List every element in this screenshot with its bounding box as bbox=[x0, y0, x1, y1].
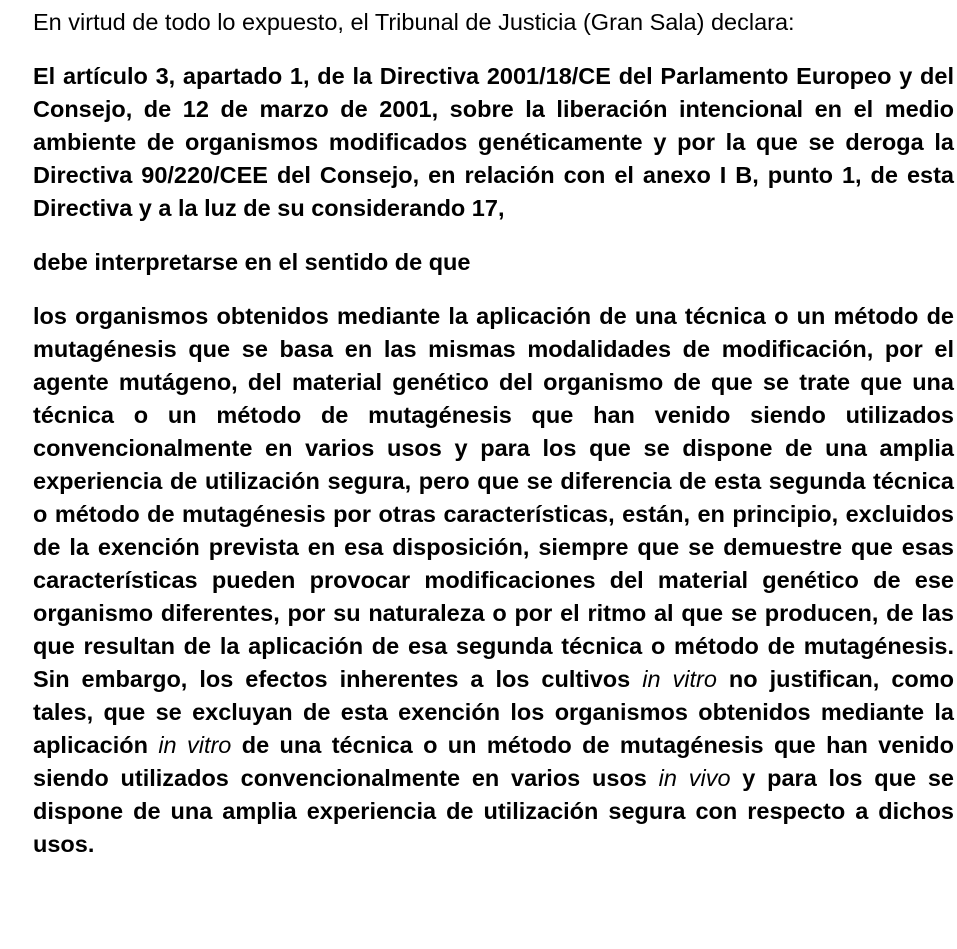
intro-paragraph: En virtud de todo lo expuesto, el Tribunal de Justicia (Gran Sala) declara: bbox=[33, 9, 795, 35]
holding-text: los organismos obtenidos mediante la aplicación de una técnica o un método de mutagénesis que se basa en las mismas modalidades de modificación, por el agente mutágeno, del material genético del organismo de que se trate que una técnica o un método de mutagénesis que han venido siendo utilizados convencionalmente en varios usos y para los que se dispone de una amplia experiencia de utilización segura, pero que se diferencia de esta segunda técnica o método de mutagénesis por otras características, están, en principio, excluidos de la exención prevista en esa disposición, siempre que se demuestre que esas características pueden provocar modificaciones del material genético de ese organismo diferentes, por su naturaleza o por el ritmo al que se producen, de las que resultan de la aplicación de esa segunda técnica o método de mutagénesis. Sin embargo, los efectos inherentes a los cultivos bbox=[33, 303, 954, 692]
italic-term: in vitro bbox=[158, 732, 232, 758]
ruling-paragraph-interpretation: debe interpretarse en el sentido de que bbox=[33, 249, 471, 275]
document-body bbox=[33, 6, 954, 882]
italic-term: in vitro bbox=[642, 666, 717, 692]
ruling-paragraph-directive: El artículo 3, apartado 1, de la Directiva 2001/18/CE del Parlamento Europeo y del Consejo, de 12 de marzo de 2001, sobre la liberación intencional en el medio ambiente de organismos modificados genéticamente y por la que se deroga la Directiva 90/220/CEE del Consejo, en relación con el anexo I B, punto 1, de esta Directiva y a la luz de su considerando 17, bbox=[33, 63, 954, 221]
holding-text: y para los que se dispone de una amplia experiencia de utilización segura con respecto a dichos usos. bbox=[33, 765, 954, 857]
holding-text: de una técnica o un método de mutagénesis que han venido siendo utilizados convencionalmente en varios usos bbox=[33, 732, 954, 791]
italic-term: in vivo bbox=[658, 765, 731, 791]
ruling-paragraph-holding bbox=[33, 300, 954, 861]
holding-text: no justifican, como tales, que se excluyan de esta exención los organismos obtenidos mediante la aplicación bbox=[33, 666, 954, 758]
